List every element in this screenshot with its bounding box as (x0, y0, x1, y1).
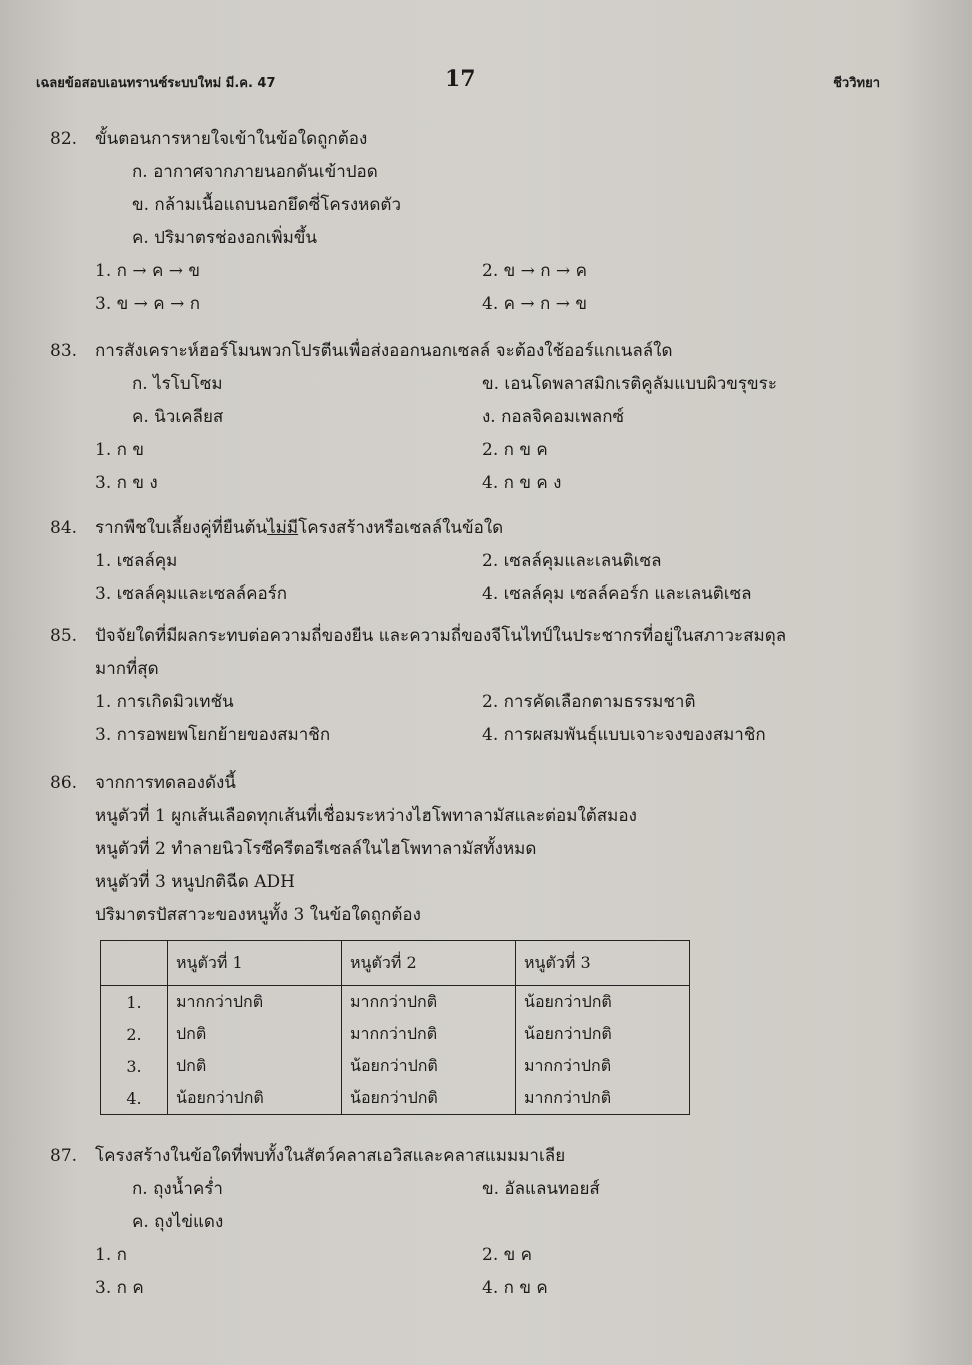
table-row (101, 1082, 690, 1115)
answer-option: 1. ก → ค → ข (95, 261, 201, 281)
table-header: หนูตัวที่ 1 (168, 941, 342, 986)
table-cell: ปกติ (168, 1018, 342, 1050)
question-item: ข. อัลแลนทอยส์ (482, 1179, 600, 1199)
question-85 (50, 620, 910, 752)
question-text: การสังเคราะห์ฮอร์โมนพวกโปรตีนเพื่อส่งออกนอกเซลล์ จะต้องใช้ออร์แกเนลล์ใด (95, 341, 673, 361)
question-text: โครงสร้างในข้อใดที่พบทั้งในสัตว์คลาสเอวิสและคลาสแมมมาเลีย (95, 1146, 566, 1166)
header-subject: ชีววิทยา (833, 76, 880, 91)
question-87 (50, 1140, 910, 1305)
question-item: ข. เอนโดพลาสมิกเรติคูลัมแบบผิวขรุขระ (482, 374, 777, 394)
table-row (101, 1018, 690, 1050)
answer-option: 2. ก ข ค (482, 440, 548, 460)
table-cell: น้อยกว่าปกติ (342, 1082, 516, 1115)
answer-option: 1. การเกิดมิวเทชัน (95, 692, 234, 712)
table-cell: น้อยกว่าปกติ (516, 1018, 690, 1050)
answer-option: 4. ก ข ค (482, 1278, 548, 1298)
question-item: ค. นิวเคลียส (132, 407, 224, 427)
question-number: 82. (50, 129, 78, 149)
answer-table (100, 940, 690, 1115)
question-item: ข. กล้ามเนื้อแถบนอกยึดซี่โครงหดตัว (132, 195, 402, 215)
table-row (101, 1050, 690, 1082)
table-header-row (101, 941, 690, 986)
answer-option: 2. ข ค (482, 1245, 533, 1265)
question-prompt: ปริมาตรปัสสาวะของหนูทั้ง 3 ในข้อใดถูกต้อง (95, 905, 421, 925)
answer-option: 2. เซลล์คุมและเลนติเซล (482, 551, 662, 571)
table-cell: น้อยกว่าปกติ (168, 1082, 342, 1115)
question-82 (50, 123, 910, 321)
answer-option: 3. การอพยพโยกย้ายของสมาชิก (95, 725, 331, 745)
question-84 (50, 512, 910, 611)
question-text-continued: มากที่สุด (95, 659, 159, 679)
answer-option: 4. ก ข ค ง (482, 473, 562, 493)
question-item: ง. กอลจิคอมเพลกซ์ (482, 407, 625, 427)
table-cell: 1. (101, 986, 168, 1019)
answer-option: 3. ก ข ง (95, 473, 158, 493)
table-row (101, 986, 690, 1019)
table-header (101, 941, 168, 986)
table-cell: มากกว่าปกติ (516, 1050, 690, 1082)
answer-option: 1. ก (95, 1245, 127, 1265)
table-cell: น้อยกว่าปกติ (342, 1050, 516, 1082)
answer-option: 3. เซลล์คุมและเซลล์คอร์ก (95, 584, 288, 604)
question-text (95, 512, 503, 545)
answer-option: 4. เซลล์คุม เซลล์คอร์ก และเลนติเซล (482, 584, 752, 604)
answer-option: 2. การคัดเลือกตามธรรมชาติ (482, 692, 696, 712)
table-cell: มากกว่าปกติ (342, 986, 516, 1019)
table-header: หนูตัวที่ 2 (342, 941, 516, 986)
question-item: ก. ไรโบโซม (132, 374, 223, 394)
question-text-part: โครงสร้างหรือเซลล์ในข้อใด (298, 518, 504, 538)
table-cell: 3. (101, 1050, 168, 1082)
question-83 (50, 335, 910, 500)
table-header: หนูตัวที่ 3 (516, 941, 690, 986)
question-86 (50, 767, 910, 932)
table-cell: มากกว่าปกติ (342, 1018, 516, 1050)
table-cell: น้อยกว่าปกติ (516, 986, 690, 1019)
table-cell: ปกติ (168, 1050, 342, 1082)
experiment-line: หนูตัวที่ 1 ผูกเส้นเลือดทุกเส้นที่เชื่อมระหว่างไฮโพทาลามัสและต่อมใต้สมอง (95, 806, 637, 826)
table-cell: 2. (101, 1018, 168, 1050)
question-number: 85. (50, 626, 78, 646)
answer-option: 3. ก ค (95, 1278, 144, 1298)
question-text-part: รากพืชใบเลี้ยงคู่ที่ยืนต้น (95, 518, 268, 538)
question-item: ค. ถุงไข่แดง (132, 1212, 224, 1232)
question-text: ขั้นตอนการหายใจเข้าในข้อใดถูกต้อง (95, 129, 368, 149)
question-text: จากการทดลองดังนี้ (95, 773, 236, 793)
answer-option: 1. ก ข (95, 440, 144, 460)
question-number: 84. (50, 518, 78, 538)
underlined-text: ไม่มี (267, 518, 299, 538)
table-cell: 4. (101, 1082, 168, 1115)
header-title: เฉลยข้อสอบเอนทรานซ์ระบบใหม่ มี.ค. 47 (36, 76, 276, 91)
experiment-line: หนูตัวที่ 2 ทำลายนิวโรซีครีตอรีเซลล์ในไฮโพทาลามัสทั้งหมด (95, 839, 537, 859)
answer-option: 3. ข → ค → ก (95, 294, 201, 314)
experiment-line: หนูตัวที่ 3 หนูปกติฉีด ADH (95, 872, 295, 892)
page-number: 17 (445, 66, 476, 92)
table-cell: มากกว่าปกติ (168, 986, 342, 1019)
table-cell: มากกว่าปกติ (516, 1082, 690, 1115)
question-item: ก. อากาศจากภายนอกดันเข้าปอด (132, 162, 378, 182)
page-header (0, 66, 972, 96)
answer-option: 4. ค → ก → ข (482, 294, 588, 314)
question-number: 83. (50, 341, 78, 361)
answer-option: 2. ข → ก → ค (482, 261, 588, 281)
question-text: ปัจจัยใดที่มีผลกระทบต่อความถี่ของยีน และความถี่ของจีโนไทป์ในประชากรที่อยู่ในสภาวะสมดุล (95, 626, 787, 646)
question-item: ค. ปริมาตรช่องอกเพิ่มขึ้น (132, 228, 318, 248)
question-item: ก. ถุงน้ำคร่ำ (132, 1179, 223, 1199)
answer-option: 4. การผสมพันธุ์แบบเจาะจงของสมาชิก (482, 725, 766, 745)
question-number: 86. (50, 773, 78, 793)
answer-option: 1. เซลล์คุม (95, 551, 178, 571)
question-number: 87. (50, 1146, 78, 1166)
